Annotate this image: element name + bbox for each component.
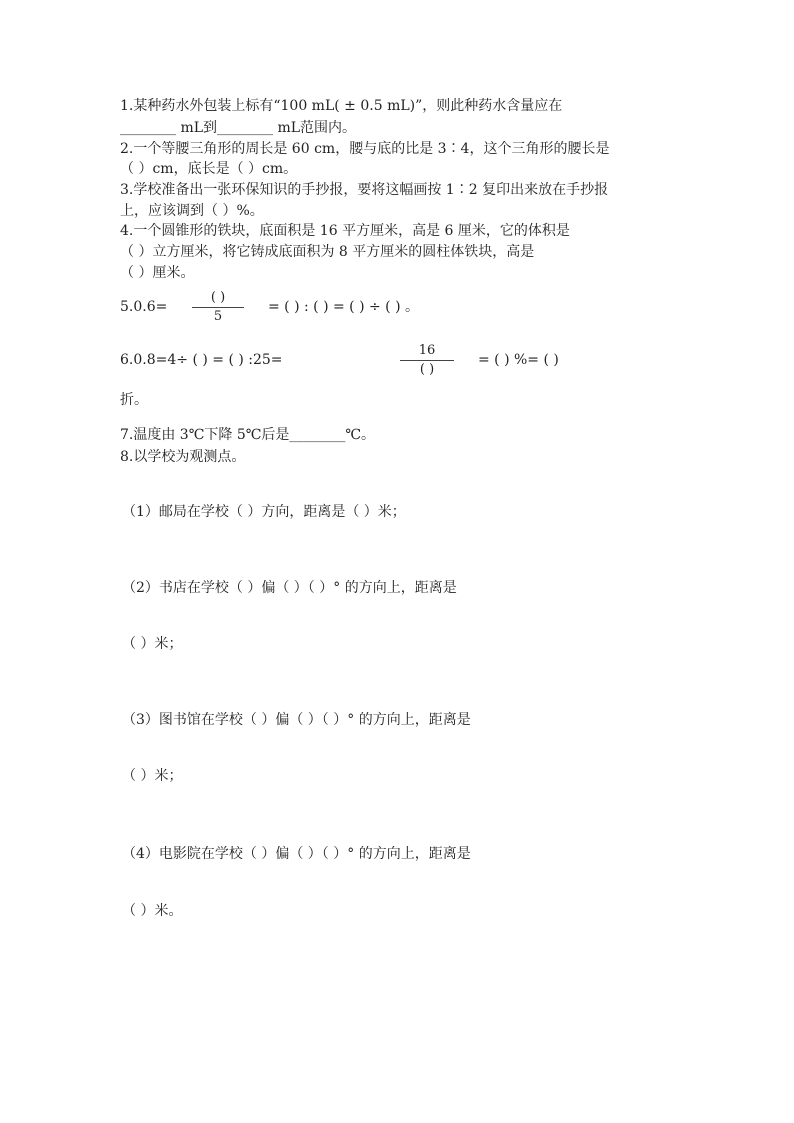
q6-fraction (400, 343, 454, 378)
q2-line2: （ ）cm，底长是（ ）cm。 (120, 161, 298, 177)
q8-part2-line1: （2）书店在学校（ ）偏（ ）（ ）° 的方向上，距离是 (122, 580, 457, 596)
q6-suffix: = ( ) %= ( ) (478, 352, 559, 368)
q1-line2: ________ mL到________ mL范围内。 (120, 120, 357, 136)
q8-part2-line2: （ ）米； (122, 636, 183, 652)
q8-title: 8.以学校为观测点。 (120, 449, 246, 465)
q5-suffix: = ( ) : ( ) = ( ) ÷ ( ) 。 (268, 299, 420, 315)
q3-line2: 上，应该调到（ ）%。 (120, 203, 264, 219)
q4-line3: （ ）厘米。 (120, 265, 195, 281)
q8-part3-line2: （ ）米； (122, 768, 183, 784)
q2-line1: 2.一个等腰三角形的周长是 60 cm，腰与底的比是 3∶4，这个三角形的腰长是 (120, 141, 610, 157)
q5-fraction-numerator: ( ) (210, 290, 226, 305)
q6-line2: 折。 (120, 392, 148, 408)
q5-prefix: 5.0.6= (120, 299, 168, 315)
q4-line2: （ ）立方厘米，将它铸成底面积为 8 平方厘米的圆柱体铁块，高是 (120, 244, 535, 260)
q5-fraction-denominator: 5 (213, 309, 223, 324)
q8-part4-line1: （4）电影院在学校（ ）偏（ ）（ ）° 的方向上，距离是 (122, 846, 471, 862)
q3-line1: 3.学校准备出一张环保知识的手抄报，要将这幅画按 1∶2 复印出来放在手抄报 (120, 182, 609, 198)
q5-fraction-bar (192, 307, 244, 308)
q6-prefix: 6.0.8=4÷ ( ) = ( ) :25= (120, 352, 283, 368)
q7-text: 7.温度由 3℃下降 5℃后是________℃。 (120, 427, 376, 443)
q8-part3-line1: （3）图书馆在学校（ ）偏（ ）（ ）° 的方向上，距离是 (122, 712, 471, 728)
q6-fraction-bar (400, 360, 454, 361)
q1-line1: 1.某种药水外包装上标有“100 mL( ± 0.5 mL)”，则此种药水含量应在 (120, 98, 563, 114)
q5-fraction (192, 290, 244, 325)
q8-part4-line2: （ ）米。 (122, 903, 183, 919)
q6-fraction-numerator: 16 (418, 343, 436, 358)
q8-part1: （1）邮局在学校（ ）方向，距离是（ ）米； (122, 504, 406, 520)
q6-fraction-denominator: ( ) (419, 362, 435, 377)
q4-line1: 4.一个圆锥形的铁块，底面积是 16 平方厘米，高是 6 厘米，它的体积是 (120, 223, 570, 239)
